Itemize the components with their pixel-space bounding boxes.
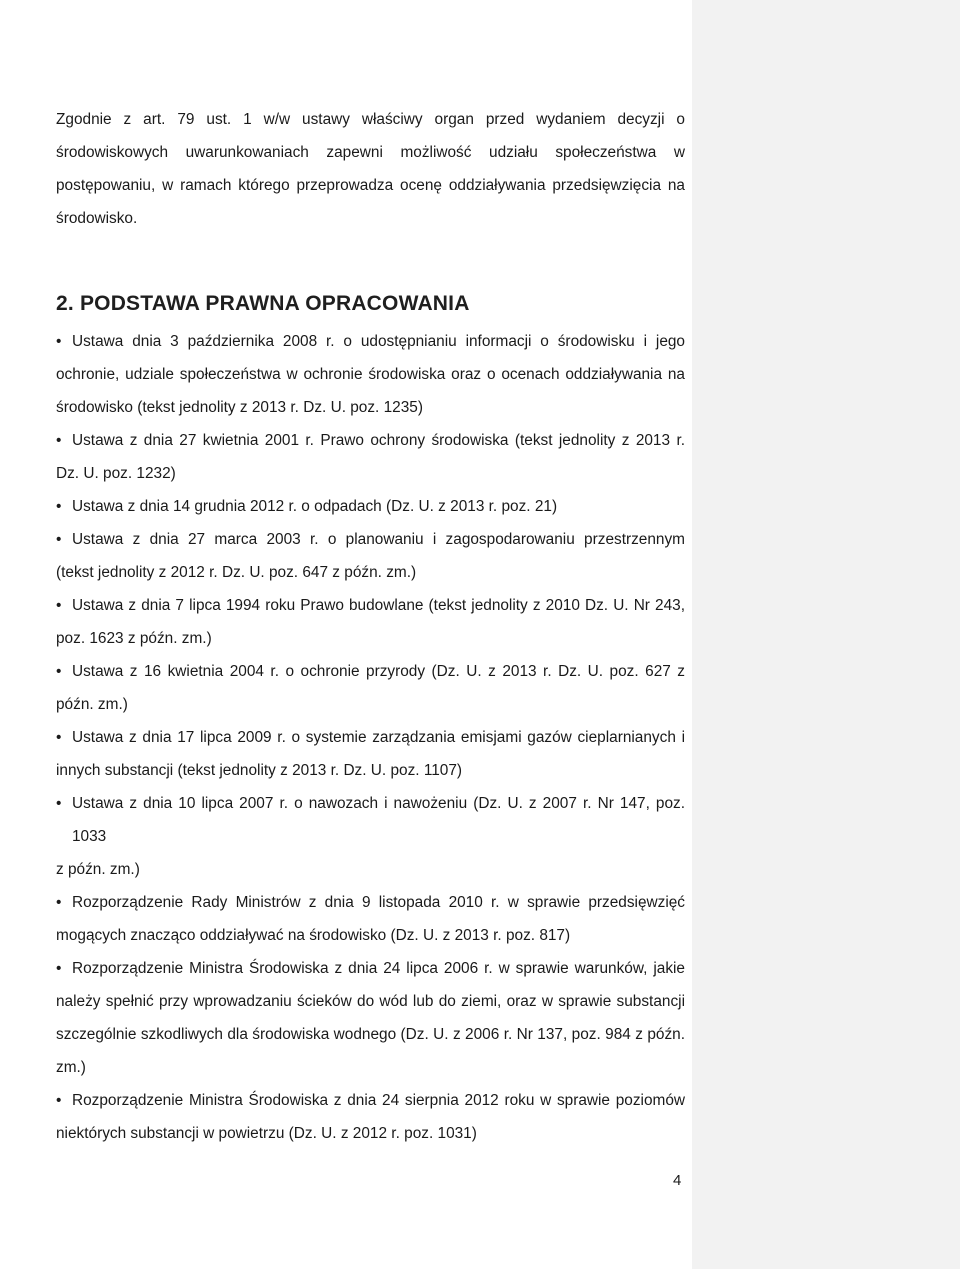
legal-basis-continuation: z późn. zm.) (56, 861, 140, 878)
legal-basis-first-line: Ustawa dnia 3 października 2008 r. o udostępnianiu informacji o środowisku i jego (72, 333, 685, 350)
legal-basis-first-line: Rozporządzenie Ministra Środowiska z dnia 24 lipca 2006 r. w sprawie warunków, jakie (72, 960, 685, 977)
page-number: 4 (673, 1172, 682, 1189)
legal-basis-first-line: Ustawa z dnia 27 marca 2003 r. o planowaniu i zagospodarowaniu przestrzennym (72, 531, 685, 548)
legal-basis-item (56, 490, 685, 523)
legal-basis-first-line: Ustawa z dnia 14 grudnia 2012 r. o odpadach (Dz. U. z 2013 r. poz. 21) (72, 498, 558, 515)
bullet-icon: • (56, 1092, 62, 1109)
legal-basis-continuation: innych substancji (tekst jednolity z 2013 r. Dz. U. poz. 1107) (56, 762, 463, 779)
bullet-icon: • (56, 531, 62, 548)
legal-basis-item (56, 787, 685, 886)
legal-basis-item (56, 721, 685, 787)
bullet-icon: • (56, 333, 62, 350)
legal-basis-continuation: mogących znacząco oddziaływać na środowisko (Dz. U. z 2013 r. poz. 817) (56, 927, 571, 944)
bullet-icon: • (56, 894, 62, 911)
bullet-icon: • (56, 960, 62, 977)
legal-basis-continuation: (tekst jednolity z 2012 r. Dz. U. poz. 647 z późn. zm.) (56, 564, 417, 581)
section-heading: 2. PODSTAWA PRAWNA OPRACOWANIA (56, 292, 470, 315)
legal-basis-first-line: Ustawa z dnia 10 lipca 2007 r. o nawozach i nawożeniu (Dz. U. z 2007 r. Nr 147, poz. 1033 (72, 795, 685, 845)
legal-basis-first-line: Ustawa z dnia 7 lipca 1994 roku Prawo budowlane (tekst jednolity z 2010 Dz. U. Nr 243, (72, 597, 685, 614)
bullet-icon: • (56, 795, 62, 812)
bullet-icon: • (56, 663, 62, 680)
legal-basis-item (56, 325, 685, 424)
legal-basis-first-line: Ustawa z dnia 27 kwietnia 2001 r. Prawo ochrony środowiska (tekst jednolity z 2013 r. (72, 432, 685, 449)
legal-basis-first-line: Ustawa z dnia 17 lipca 2009 r. o systemie zarządzania emisjami gazów cieplarnianych i (72, 729, 685, 746)
bullet-icon: • (56, 498, 62, 515)
legal-basis-continuation: należy spełnić przy wprowadzaniu ścieków do wód lub do ziemi, oraz w sprawie substancji szczególnie szkodliwych dla środowiska wodnego (Dz. U. z 2006 r. Nr 137, poz. 984 z późn. zm.) (56, 993, 685, 1076)
legal-basis-item (56, 523, 685, 589)
legal-basis-item (56, 424, 685, 490)
legal-basis-continuation: ochronie, udziale społeczeństwa w ochronie środowiska oraz o ocenach oddziaływania na środowisko (tekst jednolity z 2013 r. Dz. U. poz. 1235) (56, 366, 685, 416)
legal-basis-continuation: poz. 1623 z późn. zm.) (56, 630, 212, 647)
legal-basis-continuation: późn. zm.) (56, 696, 128, 713)
legal-basis-list (0, 325, 692, 1150)
legal-basis-item (56, 952, 685, 1084)
legal-basis-item (56, 589, 685, 655)
bullet-icon: • (56, 432, 62, 449)
legal-basis-continuation: Dz. U. poz. 1232) (56, 465, 176, 482)
legal-basis-first-line: Ustawa z 16 kwietnia 2004 r. o ochronie przyrody (Dz. U. z 2013 r. Dz. U. poz. 627 z (72, 663, 685, 680)
legal-basis-first-line: Rozporządzenie Ministra Środowiska z dnia 24 sierpnia 2012 roku w sprawie poziomów (72, 1092, 685, 1109)
comment-pane (692, 0, 960, 1269)
legal-basis-item (56, 886, 685, 952)
intro-paragraph: Zgodnie z art. 79 ust. 1 w/w ustawy właściwy organ przed wydaniem decyzji o środowiskowych uwarunkowaniach zapewni możliwość udziału społeczeństwa w postępowaniu, w ramach którego przeprowadza ocenę oddziaływania przedsięwzięcia na środowisko. (56, 111, 685, 227)
legal-basis-item (56, 655, 685, 721)
bullet-icon: • (56, 597, 62, 614)
legal-basis-continuation: niektórych substancji w powietrzu (Dz. U. z 2012 r. poz. 1031) (56, 1125, 477, 1142)
bullet-icon: • (56, 729, 62, 746)
legal-basis-first-line: Rozporządzenie Rady Ministrów z dnia 9 listopada 2010 r. w sprawie przedsięwzięć (72, 894, 685, 911)
legal-basis-item (56, 1084, 685, 1150)
